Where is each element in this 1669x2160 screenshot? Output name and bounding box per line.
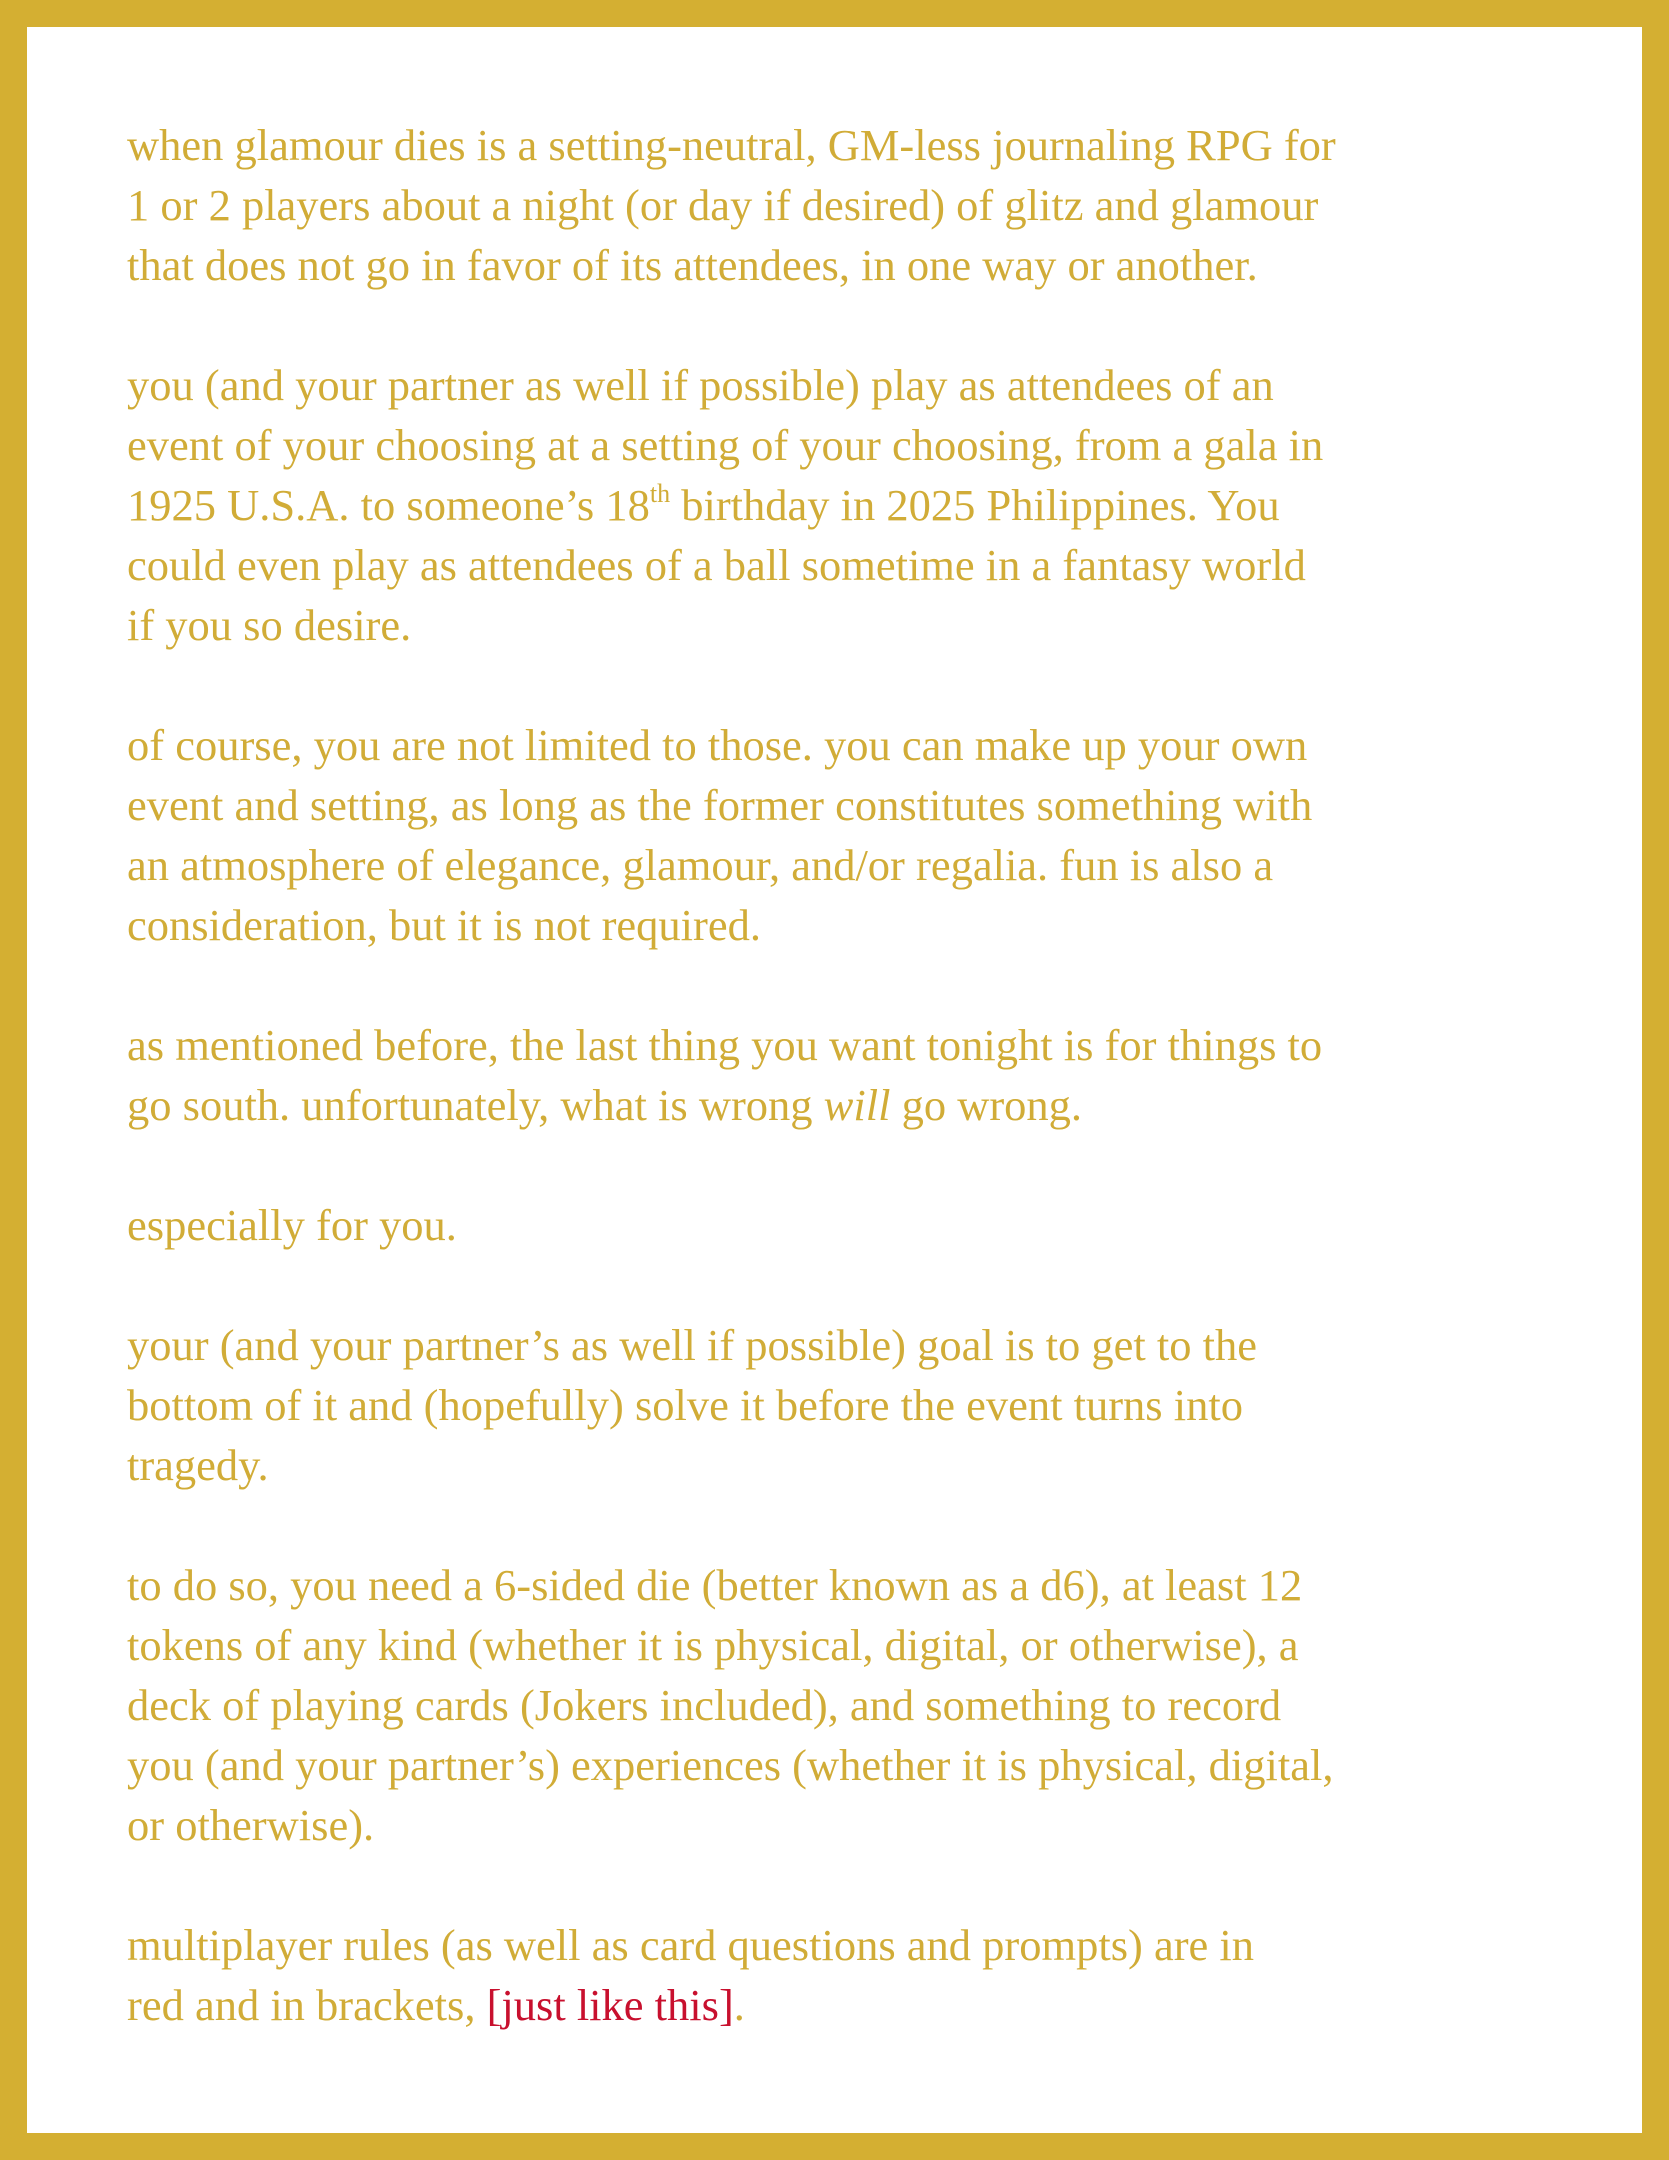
text-segment: birthday in 2025 Philippines. You	[670, 480, 1280, 530]
ordinal-superscript: th	[649, 479, 671, 509]
text-line	[127, 475, 1597, 535]
emphasis-text: will	[823, 1080, 891, 1130]
page	[27, 27, 1642, 2133]
text-line: deck of playing cards (Jokers included), and something to record	[127, 1680, 1282, 1730]
text-segment: go wrong.	[890, 1080, 1083, 1130]
text-line: you (and your partner as well if possible) play as attendees of an	[127, 360, 1274, 410]
setting-paragraph	[127, 355, 1597, 655]
custom-paragraph	[127, 715, 1597, 955]
multiplayer-example-text: [just like this]	[486, 1980, 734, 2030]
text-segment: go south. unfortunately, what is wrong	[127, 1080, 824, 1130]
text-segment: .	[733, 1980, 745, 2030]
text-line: could even play as attendees of a ball sometime in a fantasy world	[127, 540, 1306, 590]
goal-paragraph	[127, 1315, 1597, 1495]
text-line: of course, you are not limited to those. you can make up your own	[127, 720, 1308, 770]
materials-paragraph	[127, 1555, 1597, 1855]
text-line: especially for you.	[127, 1200, 457, 1250]
page-content	[127, 115, 1597, 2035]
text-segment: red and in brackets,	[127, 1980, 487, 2030]
text-line	[127, 1075, 1597, 1135]
text-line: consideration, but it is not required.	[127, 900, 761, 950]
text-line: event and setting, as long as the former constitutes something with	[127, 780, 1313, 830]
text-line: multiplayer rules (as well as card questions and prompts) are in	[127, 1920, 1255, 1970]
text-line: an atmosphere of elegance, glamour, and/or regalia. fun is also a	[127, 840, 1274, 890]
text-line: event of your choosing at a setting of your choosing, from a gala in	[127, 420, 1324, 470]
text-segment: 1925 U.S.A. to someone’s 18	[127, 480, 650, 530]
text-line: 1 or 2 players about a night (or day if desired) of glitz and glamour	[127, 180, 1319, 230]
text-line	[127, 1975, 1597, 2035]
text-line: tragedy.	[127, 1440, 269, 1490]
text-line: tokens of any kind (whether it is physical, digital, or otherwise), a	[127, 1620, 1299, 1670]
text-line: if you so desire.	[127, 600, 412, 650]
text-line: bottom of it and (hopefully) solve it before the event turns into	[127, 1380, 1243, 1430]
intro-paragraph	[127, 115, 1597, 295]
warning-paragraph	[127, 1015, 1597, 1135]
text-line: or otherwise).	[127, 1800, 375, 1850]
text-line: to do so, you need a 6-sided die (better known as a d6), at least 12	[127, 1560, 1303, 1610]
especially-paragraph	[127, 1195, 1597, 1255]
text-line: as mentioned before, the last thing you want tonight is for things to	[127, 1020, 1323, 1070]
text-line: your (and your partner’s as well if possible) goal is to get to the	[127, 1320, 1257, 1370]
multiplayer-paragraph	[127, 1915, 1597, 2035]
text-line: that does not go in favor of its attendees, in one way or another.	[127, 240, 1258, 290]
text-line: when glamour dies is a setting-neutral, GM-less journaling RPG for	[127, 120, 1336, 170]
text-line: you (and your partner’s) experiences (whether it is physical, digital,	[127, 1740, 1334, 1790]
